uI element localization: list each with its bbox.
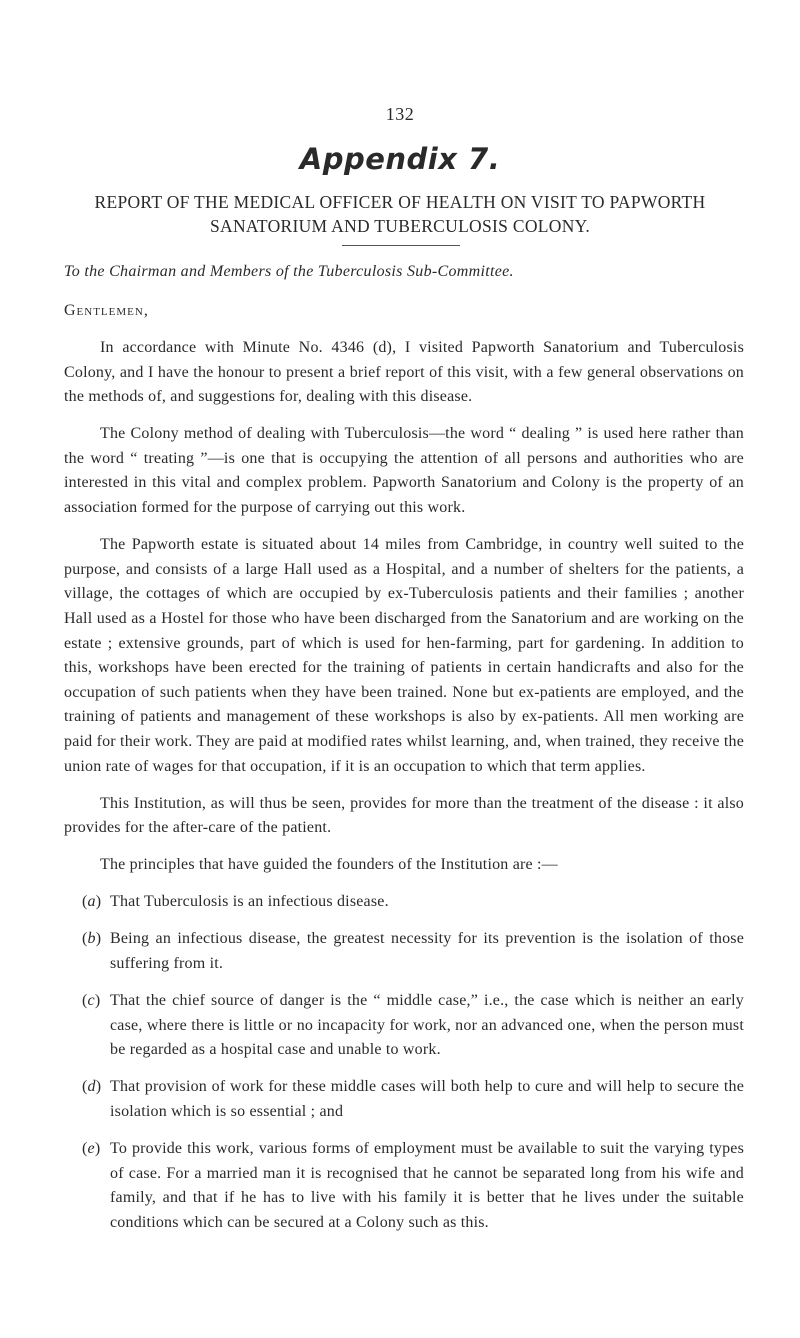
list-item-text: That provision of work for these middle cases will both help to cure and will help to secure the isolation which is so essential ; and	[110, 1078, 744, 1121]
list-item	[64, 1075, 744, 1124]
list-item	[64, 989, 744, 1063]
list-item-text: To provide this work, various forms of employment must be available to suit the varying types of case. For a married man it is recognised that he cannot be separated long from his wife and family, and that if he has to live with his family it is better that he lives under the suitable conditions which can be secured at a Colony such as this.	[110, 1140, 744, 1231]
paragraph-principles-intro: The principles that have guided the founders of the Institution are :—	[100, 856, 558, 874]
addressee-line: To the Chairman and Members of the Tuberculosis Sub-Committee.	[64, 263, 514, 280]
list-item-label: (b)	[82, 930, 102, 948]
report-title-line-2: SANATORIUM AND TUBERCULOSIS COLONY.	[210, 216, 590, 236]
report-title	[80, 190, 720, 238]
list-item	[64, 927, 744, 976]
title-divider	[342, 245, 460, 246]
list-item-label: (d)	[82, 1078, 102, 1096]
list-item-label: (c)	[82, 992, 101, 1010]
list-item-text: Being an infectious disease, the greatest necessity for its prevention is the isolation of those suffering from it.	[110, 930, 744, 973]
list-item-text: That Tuberculosis is an infectious disease.	[110, 893, 389, 911]
appendix-heading: Appendix 7.	[299, 142, 501, 176]
paragraph-estate: The Papworth estate is situated about 14 miles from Cambridge, in country well suited to the purpose, and consists of a large Hall used as a Hospital, and a number of shelters for the patients, a village, the cottages of which are occupied by ex-Tuberculosis patients and their families ; another Hall used as a Hostel for those who have been discharged from the Sanatorium and are working on the estate ; extensive grounds, part of which is used for hen-farming, part for gardening. In addition to this, workshops have been erected for the training of patients in certain handicrafts and also for the occupation of such patients when they have been trained. None but ex-patients are employed, and the training of patients and management of these workshops is also by ex-patients. All men working are paid for their work. They are paid at modified rates whilst learning, and, when trained, they receive the union rate of wages for that occupation, if it is an occupation to which that term applies.	[64, 536, 744, 775]
salutation: Gentlemen,	[64, 302, 149, 319]
list-item-label: (e)	[82, 1140, 101, 1158]
report-title-line-1: REPORT OF THE MEDICAL OFFICER OF HEALTH ON VISIT TO PAPWORTH	[94, 192, 706, 212]
principles-list	[64, 890, 744, 1235]
list-item-label: (a)	[82, 893, 102, 911]
paragraph-colony-method: The Colony method of dealing with Tuberculosis—the word “ dealing ” is used here rather than the word “ treating ”—is one that is occupying the attention of all persons and authorities who are interested in this vital and complex problem. Papworth Sanatorium and Colony is the property of an association formed for the purpose of carrying out this work.	[64, 425, 744, 517]
page-number: 132	[385, 104, 415, 124]
list-item-text: That the chief source of danger is the “ middle case,” i.e., the case which is neither an early case, where there is little or no incapacity for work, nor an advanced one, when the person must be regarded as a hospital case and unable to work.	[110, 992, 744, 1059]
report-body	[64, 336, 744, 1248]
list-item	[64, 1137, 744, 1235]
paragraph-after-care: This Institution, as will thus be seen, provides for more than the treatment of the disease : it also provides for the after-care of the patient.	[64, 794, 744, 837]
paragraph-minute: In accordance with Minute No. 4346 (d), I visited Papworth Sanatorium and Tuberculosis Colony, and I have the honour to present a brief report of this visit, with a few general observations on the methods of, and suggestions for, dealing with this disease.	[64, 339, 744, 406]
list-item	[64, 890, 744, 915]
